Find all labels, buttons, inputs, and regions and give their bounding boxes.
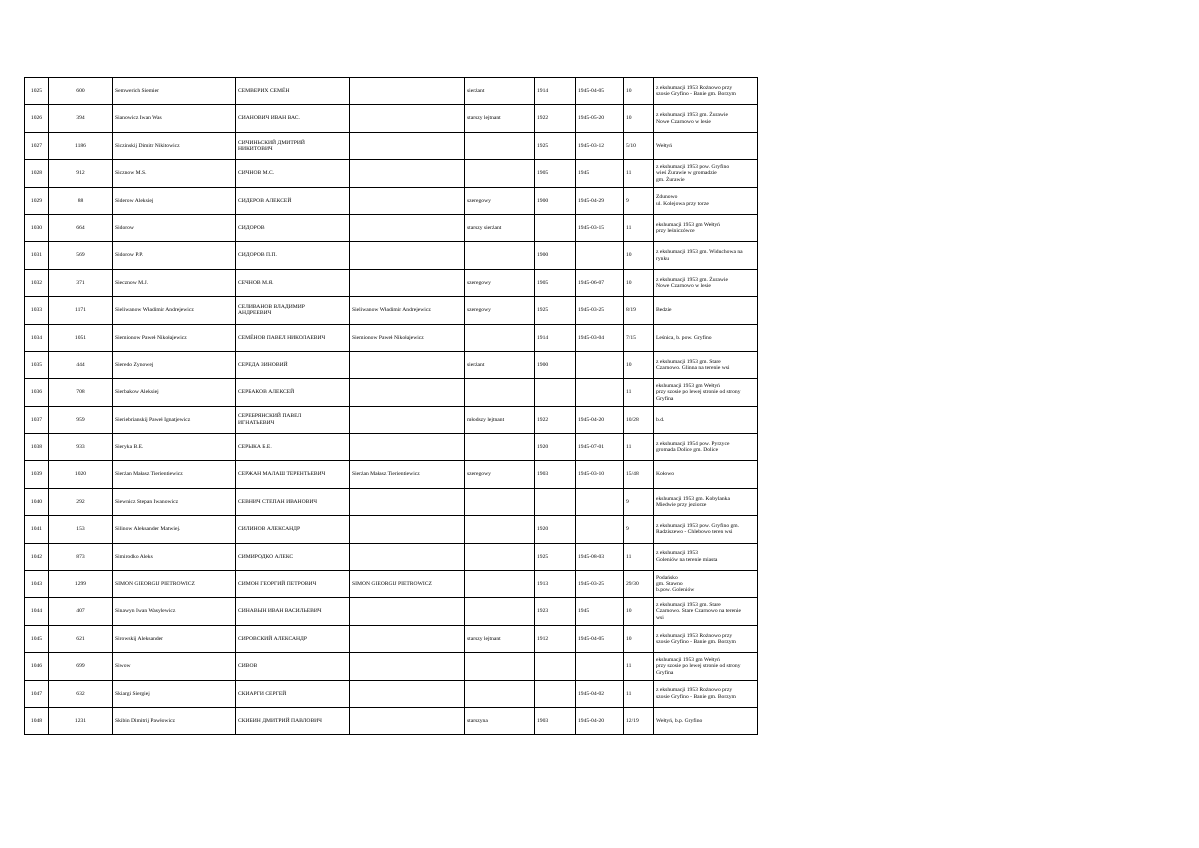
cell-rank xyxy=(465,324,535,351)
cell-death-date: 1945-04-20 xyxy=(576,406,624,433)
cell-name-cyrillic: СКИАРГИ СЕРГЕЙ xyxy=(236,680,350,707)
cell-death-date xyxy=(576,379,624,406)
cell-death-date: 1945-03-15 xyxy=(576,214,624,241)
table-row xyxy=(25,488,758,515)
cell-name-alt xyxy=(350,132,465,159)
table-row xyxy=(25,379,758,406)
cell-row-number: 1025 xyxy=(25,78,49,105)
cell-grave-no: 8/19 xyxy=(624,297,654,324)
cell-name-cyrillic: СЕРЫКА Б.Е. xyxy=(236,434,350,461)
cell-death-date: 1945 xyxy=(576,160,624,187)
cell-rank: starszy lejtnant xyxy=(465,625,535,652)
cell-name-alt: Siemionow Paweł Nikołajewicz xyxy=(350,324,465,351)
cell-name-cyrillic: СИВОВ xyxy=(236,653,350,680)
table-row xyxy=(25,406,758,433)
cell-birth-year: 1905 xyxy=(535,160,576,187)
cell-rank: młodszy lejtnant xyxy=(465,406,535,433)
cell-row-number: 1032 xyxy=(25,269,49,296)
cell-burial-place: z ekshumacji 1953 gm. Stare Czarnowo. Glinna na terenie wsi xyxy=(654,351,758,378)
cell-name-cyrillic: СЕРБАКОВ АЛЕКСЕЙ xyxy=(236,379,350,406)
cell-name-cyrillic: СИЧИНЬСКИЙ ДМИТРИЙ НИКИТОВИЧ xyxy=(236,132,350,159)
cell-death-date: 1945-03-25 xyxy=(576,571,624,598)
cell-name-alt xyxy=(350,488,465,515)
cell-grave-no: 10 xyxy=(624,105,654,132)
cell-record-id: 621 xyxy=(49,625,113,652)
cell-rank: szeregowy xyxy=(465,187,535,214)
cell-name-alt: Sierżan Małasz Tierientiewicz xyxy=(350,461,465,488)
table-row xyxy=(25,543,758,570)
cell-grave-no: 10 xyxy=(624,242,654,269)
cell-name-latin: Siczinskij Dimitr Nikitowicz xyxy=(113,132,236,159)
cell-name-cyrillic: СИДОРОВ П.П. xyxy=(236,242,350,269)
cell-death-date: 1945-06-07 xyxy=(576,269,624,296)
cell-row-number: 1048 xyxy=(25,707,49,734)
cell-rank xyxy=(465,516,535,543)
cell-record-id: 1186 xyxy=(49,132,113,159)
cell-name-alt xyxy=(350,379,465,406)
cell-birth-year: 1922 xyxy=(535,105,576,132)
table-row xyxy=(25,434,758,461)
table-row xyxy=(25,132,758,159)
cell-death-date xyxy=(576,516,624,543)
cell-burial-place: z ekshumacji 1953 gm. Widuchowa na rynku xyxy=(654,242,758,269)
cell-row-number: 1044 xyxy=(25,598,49,625)
cell-death-date: 1945-07-01 xyxy=(576,434,624,461)
cell-row-number: 1028 xyxy=(25,160,49,187)
table-row xyxy=(25,707,758,734)
cell-rank xyxy=(465,488,535,515)
cell-record-id: 1020 xyxy=(49,461,113,488)
cell-name-latin: Siecznow M.J. xyxy=(113,269,236,296)
cell-name-alt xyxy=(350,78,465,105)
cell-record-id: 1299 xyxy=(49,571,113,598)
cell-record-id: 569 xyxy=(49,242,113,269)
cell-record-id: 664 xyxy=(49,214,113,241)
cell-death-date: 1945-04-29 xyxy=(576,187,624,214)
cell-death-date: 1945-08-03 xyxy=(576,543,624,570)
cell-row-number: 1029 xyxy=(25,187,49,214)
cell-birth-year: 1903 xyxy=(535,707,576,734)
cell-birth-year: 1903 xyxy=(535,461,576,488)
cell-birth-year xyxy=(535,214,576,241)
cell-birth-year: 1900 xyxy=(535,187,576,214)
cell-row-number: 1031 xyxy=(25,242,49,269)
cell-birth-year: 1914 xyxy=(535,78,576,105)
cell-name-alt xyxy=(350,516,465,543)
cell-grave-no: 15/48 xyxy=(624,461,654,488)
cell-name-alt xyxy=(350,242,465,269)
cell-name-latin: Semwerich Siemier xyxy=(113,78,236,105)
cell-name-latin: Sirowskij Aleksander xyxy=(113,625,236,652)
cell-record-id: 88 xyxy=(49,187,113,214)
cell-grave-no: 10 xyxy=(624,269,654,296)
table-row xyxy=(25,242,758,269)
cell-name-alt xyxy=(350,653,465,680)
cell-burial-place: z ekshumacji 1953 Rożnowo przy szosie Gryfino - Banie gm. Borzym xyxy=(654,625,758,652)
cell-death-date xyxy=(576,351,624,378)
cell-grave-no: 12/19 xyxy=(624,707,654,734)
cell-name-latin: Siwow xyxy=(113,653,236,680)
cell-name-cyrillic: СИМОН ГЕОРГИЙ ПЕТРОВИЧ xyxy=(236,571,350,598)
cell-name-cyrillic: СИЛИНОВ АЛЕКСАНДР xyxy=(236,516,350,543)
cell-name-latin: Sieredo Zynowej xyxy=(113,351,236,378)
cell-name-latin: Sierżan Małasz Tierientiewicz xyxy=(113,461,236,488)
cell-death-date: 1945-04-02 xyxy=(576,680,624,707)
cell-birth-year: 1900 xyxy=(535,242,576,269)
cell-name-latin: Sinawyn Iwan Wasylewicz xyxy=(113,598,236,625)
cell-name-cyrillic: СЕРЖАН МАЛАШ ТЕРЕНТЬЕВИЧ xyxy=(236,461,350,488)
cell-name-cyrillic: СИРОВСКИЙ АЛЕКСАНДР xyxy=(236,625,350,652)
cell-record-id: 1051 xyxy=(49,324,113,351)
cell-grave-no: 9 xyxy=(624,516,654,543)
cell-row-number: 1042 xyxy=(25,543,49,570)
cell-record-id: 153 xyxy=(49,516,113,543)
cell-burial-place: Podańsko gm. Stawno b.pow. Goleniów xyxy=(654,571,758,598)
cell-rank xyxy=(465,653,535,680)
cell-rank: szeregowy xyxy=(465,269,535,296)
cell-name-alt xyxy=(350,598,465,625)
burial-register-table xyxy=(24,77,758,735)
cell-rank: starszy lejtnant xyxy=(465,105,535,132)
cell-name-alt: SIMON GIEORGIJ PIETROWICZ xyxy=(350,571,465,598)
cell-grave-no: 11 xyxy=(624,543,654,570)
table-row xyxy=(25,625,758,652)
cell-grave-no: 29/30 xyxy=(624,571,654,598)
cell-name-cyrillic: СЕРЕБРЯНСКИЙ ПАВЕЛ ИГНАТЬЕВИЧ xyxy=(236,406,350,433)
cell-burial-place: z ekshumacji 1954 pow. Pyrzyce gromada Dolice gm. Dolice xyxy=(654,434,758,461)
cell-death-date xyxy=(576,653,624,680)
cell-death-date: 1945-04-20 xyxy=(576,707,624,734)
cell-burial-place: z ekshumacji 1953 gm. Żurawie Nowe Czarnowo w lesie xyxy=(654,269,758,296)
cell-record-id: 371 xyxy=(49,269,113,296)
cell-name-cyrillic: СЕМВЕРИХ СЕМЁН xyxy=(236,78,350,105)
cell-record-id: 699 xyxy=(49,653,113,680)
cell-rank: szeregowy xyxy=(465,461,535,488)
table-row xyxy=(25,598,758,625)
cell-death-date xyxy=(576,242,624,269)
cell-name-cyrillic: СИАНОВИЧ ИВАН ВАС. xyxy=(236,105,350,132)
cell-name-latin: Skiargi Siergiej xyxy=(113,680,236,707)
cell-row-number: 1046 xyxy=(25,653,49,680)
cell-rank xyxy=(465,379,535,406)
cell-birth-year xyxy=(535,379,576,406)
cell-grave-no: 9 xyxy=(624,187,654,214)
cell-burial-place: z ekshumacji 1953 pow. Gryfino wieś Żurawie w gromadzie gm. Żurawie xyxy=(654,160,758,187)
cell-row-number: 1047 xyxy=(25,680,49,707)
cell-birth-year: 1925 xyxy=(535,543,576,570)
table-row xyxy=(25,680,758,707)
cell-burial-place: z ekshumacji 1953 Goleniów na terenie miasta xyxy=(654,543,758,570)
cell-rank xyxy=(465,242,535,269)
cell-grave-no: 11 xyxy=(624,653,654,680)
cell-burial-place: ekshumacji 1953 gm. Kobylanka Miedwie przy jeziorze xyxy=(654,488,758,515)
cell-grave-no: 10 xyxy=(624,598,654,625)
cell-burial-place: Wełtyń, b.p. Gryfino xyxy=(654,707,758,734)
cell-name-cyrillic: СЕРЕДА ЗИНОВИЙ xyxy=(236,351,350,378)
cell-name-latin: Sierbakow Aleksiej xyxy=(113,379,236,406)
cell-name-latin: Skibin Dimitrij Pawłowicz xyxy=(113,707,236,734)
cell-row-number: 1034 xyxy=(25,324,49,351)
table-row xyxy=(25,297,758,324)
cell-birth-year: 1923 xyxy=(535,598,576,625)
cell-record-id: 912 xyxy=(49,160,113,187)
cell-death-date: 1945-03-25 xyxy=(576,297,624,324)
cell-name-cyrillic: СЕМЁНОВ ПАВЕЛ НИКОЛАЕВИЧ xyxy=(236,324,350,351)
cell-birth-year: 1914 xyxy=(535,324,576,351)
cell-name-cyrillic: СКИБИН ДМИТРИЙ ПАВЛОВИЧ xyxy=(236,707,350,734)
cell-row-number: 1045 xyxy=(25,625,49,652)
cell-row-number: 1037 xyxy=(25,406,49,433)
cell-name-cyrillic: СИНАВЫН ИВАН ВАСИЛЬЕВИЧ xyxy=(236,598,350,625)
table-row xyxy=(25,324,758,351)
cell-rank xyxy=(465,571,535,598)
cell-name-alt xyxy=(350,707,465,734)
cell-name-cyrillic: СЕЧНОВ М.Я. xyxy=(236,269,350,296)
cell-burial-place: b.d. xyxy=(654,406,758,433)
cell-name-cyrillic: СИМИРОДКО АЛЕКС xyxy=(236,543,350,570)
cell-name-alt xyxy=(350,543,465,570)
cell-record-id: 873 xyxy=(49,543,113,570)
cell-grave-no: 9 xyxy=(624,488,654,515)
cell-burial-place: z ekshumacji 1953 gm. Stare Czarnowo. Stare Czarnowo na terenie wsi xyxy=(654,598,758,625)
cell-death-date: 1945 xyxy=(576,598,624,625)
cell-name-latin: Simirodko Aleks xyxy=(113,543,236,570)
cell-rank: sierżant xyxy=(465,351,535,378)
cell-name-cyrillic: СИДОРОВ xyxy=(236,214,350,241)
cell-rank xyxy=(465,680,535,707)
cell-name-alt xyxy=(350,406,465,433)
table-row xyxy=(25,187,758,214)
cell-name-alt xyxy=(350,351,465,378)
cell-grave-no: 11 xyxy=(624,160,654,187)
table-row xyxy=(25,160,758,187)
cell-birth-year: 1920 xyxy=(535,434,576,461)
cell-row-number: 1033 xyxy=(25,297,49,324)
cell-name-latin: Sidorow xyxy=(113,214,236,241)
cell-burial-place: z ekshumacji 1953 gm. Żurawie Nowe Czarnowo w lesie xyxy=(654,105,758,132)
cell-rank: starszyna xyxy=(465,707,535,734)
cell-burial-place: z ekshumacji 1953 Rożnowo przy szosie Gryfino - Banie gm. Borzym xyxy=(654,680,758,707)
cell-record-id: 407 xyxy=(49,598,113,625)
cell-name-alt xyxy=(350,214,465,241)
cell-birth-year xyxy=(535,680,576,707)
cell-death-date: 1945-04-05 xyxy=(576,625,624,652)
cell-grave-no: 10 xyxy=(624,78,654,105)
cell-burial-place: Zdunowo ul. Kolejowa przy torze xyxy=(654,187,758,214)
cell-row-number: 1041 xyxy=(25,516,49,543)
cell-row-number: 1039 xyxy=(25,461,49,488)
cell-burial-place: Wełtyń xyxy=(654,132,758,159)
cell-grave-no: 11 xyxy=(624,434,654,461)
cell-row-number: 1038 xyxy=(25,434,49,461)
cell-burial-place: Leśnica, b. pow. Gryfino xyxy=(654,324,758,351)
table-body xyxy=(25,78,758,735)
cell-birth-year: 1925 xyxy=(535,132,576,159)
cell-burial-place: ekshumacji 1953 gm Wełtyń przy szosie po lewej stronie od strony Gryfina xyxy=(654,653,758,680)
cell-death-date: 1945-03-12 xyxy=(576,132,624,159)
cell-name-cyrillic: СЕЛИВАНОВ ВЛАДИМИР АНДРЕЕВИЧ xyxy=(236,297,350,324)
table-row xyxy=(25,78,758,105)
cell-burial-place: z ekshumacji 1953 pow. Gryfino gm. Radziszewo - Chlebowo teren wsi xyxy=(654,516,758,543)
cell-name-latin: SIMON GIEORGIJ PIETROWICZ xyxy=(113,571,236,598)
cell-row-number: 1040 xyxy=(25,488,49,515)
cell-birth-year: 1900 xyxy=(535,351,576,378)
cell-grave-no: 11 xyxy=(624,214,654,241)
cell-name-alt xyxy=(350,160,465,187)
cell-name-cyrillic: СЕВНИЧ СТЕПАН ИВАНОВИЧ xyxy=(236,488,350,515)
cell-row-number: 1036 xyxy=(25,379,49,406)
cell-name-latin: Sieliwanow Władimir Andrejewicz xyxy=(113,297,236,324)
table-row xyxy=(25,653,758,680)
cell-name-cyrillic: СИЧНОВ М.С. xyxy=(236,160,350,187)
cell-record-id: 292 xyxy=(49,488,113,515)
cell-birth-year: 1905 xyxy=(535,269,576,296)
cell-row-number: 1030 xyxy=(25,214,49,241)
cell-rank: starszy sierżant xyxy=(465,214,535,241)
cell-name-latin: Siemionow Paweł Nikołajewicz xyxy=(113,324,236,351)
cell-rank xyxy=(465,434,535,461)
table-row xyxy=(25,351,758,378)
cell-row-number: 1027 xyxy=(25,132,49,159)
cell-name-latin: Silinow Aleksander Matwiej. xyxy=(113,516,236,543)
cell-name-alt xyxy=(350,187,465,214)
cell-name-latin: Sianowicz Iwan Was xyxy=(113,105,236,132)
cell-name-alt xyxy=(350,269,465,296)
cell-name-latin: Sieryka B.E. xyxy=(113,434,236,461)
cell-record-id: 959 xyxy=(49,406,113,433)
cell-record-id: 708 xyxy=(49,379,113,406)
table-row xyxy=(25,516,758,543)
table-row xyxy=(25,214,758,241)
cell-death-date: 1945-05-20 xyxy=(576,105,624,132)
cell-birth-year xyxy=(535,488,576,515)
cell-death-date: 1945-03-10 xyxy=(576,461,624,488)
table-row xyxy=(25,461,758,488)
cell-name-latin: Sieriebrianskij Paweł Ignatjewicz xyxy=(113,406,236,433)
cell-burial-place: ekshumacji 1953 gm Wełtyń przy leśniczówce xyxy=(654,214,758,241)
cell-grave-no: 10/28 xyxy=(624,406,654,433)
cell-record-id: 632 xyxy=(49,680,113,707)
cell-record-id: 1171 xyxy=(49,297,113,324)
cell-record-id: 933 xyxy=(49,434,113,461)
cell-name-alt xyxy=(350,105,465,132)
cell-grave-no: 5/10 xyxy=(624,132,654,159)
cell-record-id: 394 xyxy=(49,105,113,132)
cell-rank xyxy=(465,160,535,187)
cell-grave-no: 7/15 xyxy=(624,324,654,351)
cell-burial-place: Kołowo xyxy=(654,461,758,488)
cell-record-id: 600 xyxy=(49,78,113,105)
cell-death-date: 1945-04-05 xyxy=(576,78,624,105)
cell-name-latin: Sidorow P.P. xyxy=(113,242,236,269)
cell-burial-place: Bedzie xyxy=(654,297,758,324)
cell-birth-year xyxy=(535,653,576,680)
table-row xyxy=(25,105,758,132)
cell-rank xyxy=(465,543,535,570)
cell-name-alt xyxy=(350,625,465,652)
cell-name-alt xyxy=(350,434,465,461)
cell-name-alt xyxy=(350,680,465,707)
cell-grave-no: 11 xyxy=(624,680,654,707)
cell-rank: szeregowy xyxy=(465,297,535,324)
cell-birth-year: 1920 xyxy=(535,516,576,543)
table-row xyxy=(25,269,758,296)
table-row xyxy=(25,571,758,598)
cell-record-id: 1231 xyxy=(49,707,113,734)
cell-row-number: 1035 xyxy=(25,351,49,378)
cell-grave-no: 10 xyxy=(624,625,654,652)
cell-name-latin: Siderow Aleksiej xyxy=(113,187,236,214)
cell-death-date xyxy=(576,488,624,515)
cell-rank: sierżant xyxy=(465,78,535,105)
cell-record-id: 444 xyxy=(49,351,113,378)
cell-death-date: 1945-03-04 xyxy=(576,324,624,351)
cell-name-latin: Sicznow M.S. xyxy=(113,160,236,187)
cell-row-number: 1026 xyxy=(25,105,49,132)
cell-row-number: 1043 xyxy=(25,571,49,598)
cell-name-alt: Sieliwanow Władimir Andrejewicz xyxy=(350,297,465,324)
cell-birth-year: 1925 xyxy=(535,297,576,324)
cell-birth-year: 1922 xyxy=(535,406,576,433)
cell-burial-place: ekshumacji 1953 gm Wełtyń przy szosie po lewej stronie od strony Gryfina xyxy=(654,379,758,406)
cell-rank xyxy=(465,132,535,159)
cell-grave-no: 10 xyxy=(624,351,654,378)
cell-name-latin: Siewnicz Stepan Iwanowicz xyxy=(113,488,236,515)
cell-name-cyrillic: СИДЕРОВ АЛЕКСЕЙ xyxy=(236,187,350,214)
cell-birth-year: 1912 xyxy=(535,625,576,652)
cell-burial-place: z ekshumacji 1953 Rożnowo przy szosie Gryfino - Banie gm. Borzym xyxy=(654,78,758,105)
cell-grave-no: 11 xyxy=(624,379,654,406)
cell-birth-year: 1913 xyxy=(535,571,576,598)
cell-rank xyxy=(465,598,535,625)
